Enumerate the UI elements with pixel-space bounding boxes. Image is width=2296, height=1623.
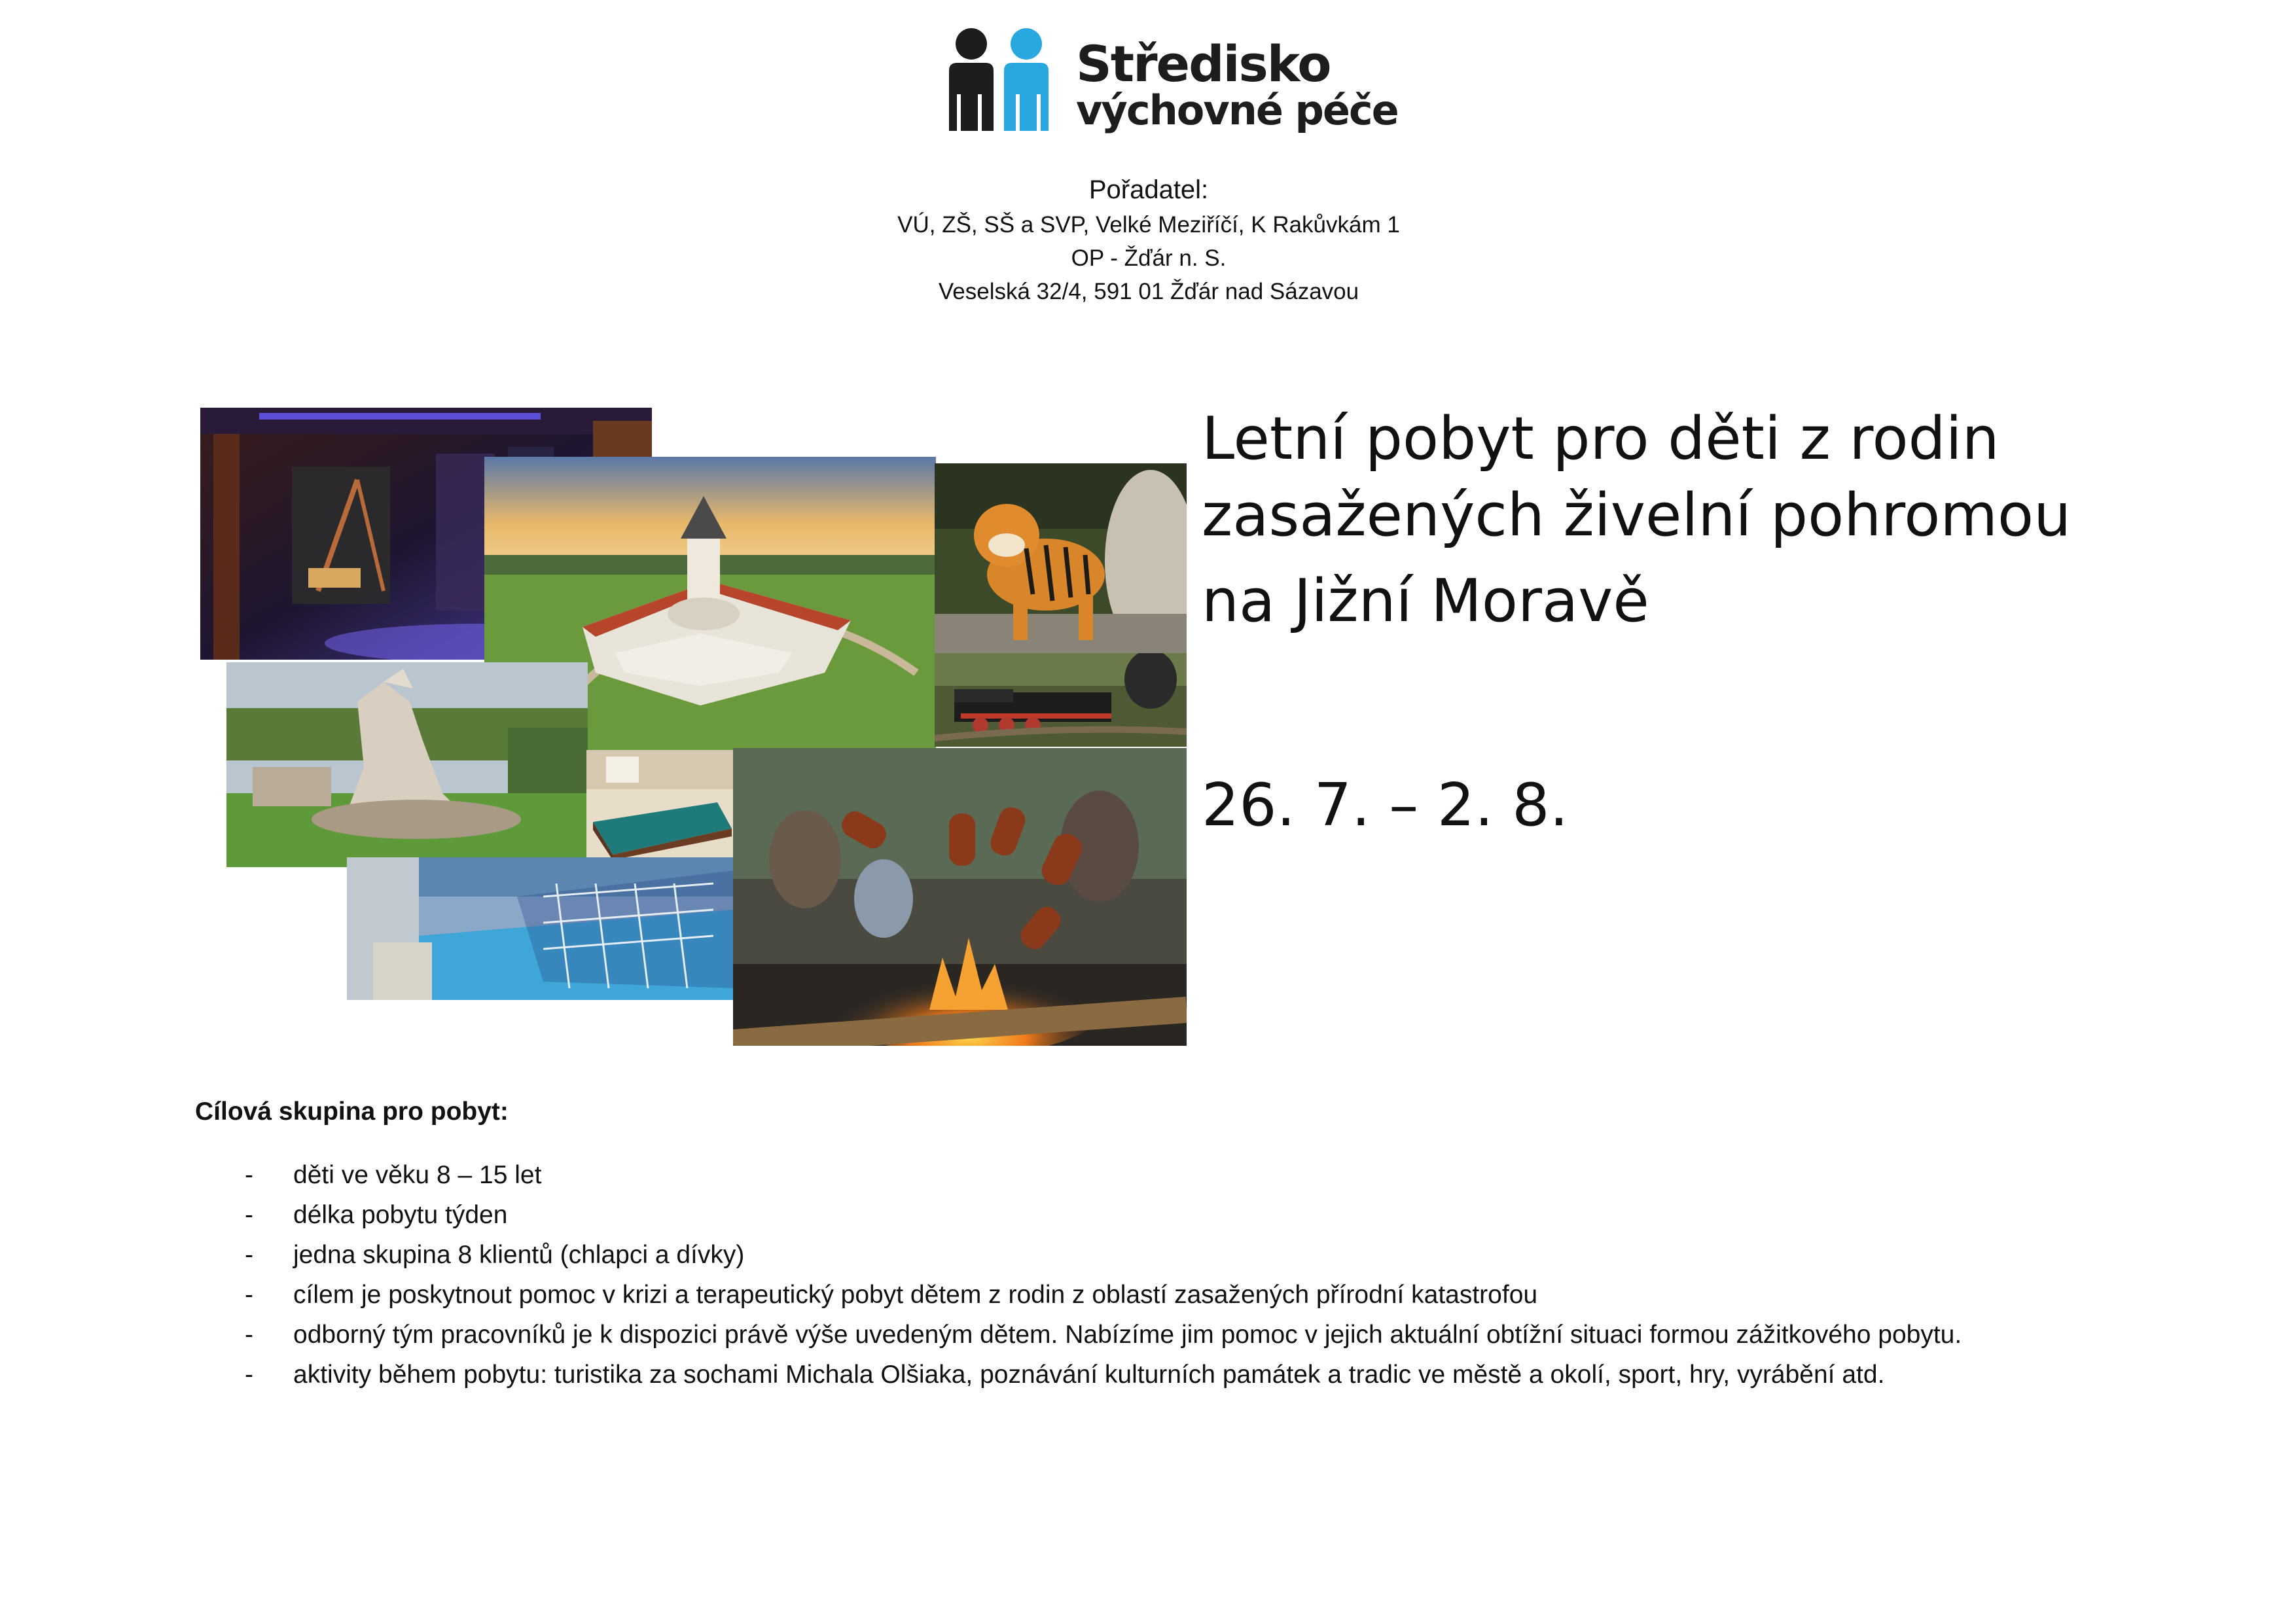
organizer-name: VÚ, ZŠ, SŠ a SVP, Velké Meziříčí, K Rakůvkám 1 [897,212,1400,238]
event-title [1202,401,2262,639]
event-title-line2: zasažených živelní pohromou [1202,481,2072,550]
logo-text-line1: Středisko [1076,35,1331,93]
organizer-block [655,171,1643,308]
tiger-photo [935,463,1187,654]
event-title-line3: na Jižní Moravě [1202,567,1649,635]
people-figures-icon [937,26,1068,134]
event-title-line1: Letní pobyt pro děti z rodin [1202,404,2000,473]
billiard-photo [586,750,734,860]
list-bullet: - [245,1241,253,1269]
horse-sculpture-photo [226,662,588,867]
list-item [195,1155,2257,1195]
list-item [195,1355,2257,1395]
train-photo [935,653,1187,747]
target-group-list [195,1155,2257,1395]
list-item-text: odborný tým pracovníků je k dispozici právě výše uvedeným dětem. Nabízíme jim pomoc v jejich aktuální obtížní situaci formou zážitkového pobytu. [293,1321,1962,1349]
organizer-address: Veselská 32/4, 591 01 Žďár nad Sázavou [938,279,1359,304]
list-bullet: - [245,1161,253,1189]
list-item [195,1235,2257,1275]
list-bullet: - [245,1321,253,1349]
campfire-photo [733,748,1187,1046]
list-item [195,1195,2257,1235]
list-item [195,1315,2257,1355]
logo-text-line2: výchovné péče [1076,86,1398,134]
list-item-text: jedna skupina 8 klientů (chlapci a dívky) [293,1241,745,1269]
list-bullet: - [245,1201,253,1229]
organizer-branch: OP - Žďár n. S. [1071,245,1227,271]
list-item-text: děti ve věku 8 – 15 let [293,1161,542,1189]
pool-photo [347,857,734,1000]
list-bullet: - [245,1281,253,1309]
target-group-heading: Cílová skupina pro pobyt: [195,1097,509,1126]
event-dates: 26. 7. – 2. 8. [1202,771,1569,840]
organizer-label: Pořadatel: [1088,175,1209,204]
organization-logo [937,26,1398,141]
list-item-text: délka pobytu týden [293,1201,508,1229]
list-item-text: aktivity během pobytu: turistika za sochami Michala Olšiaka, poznávání kulturních památek a tradic ve městě a okolí, sport, hry, vyrábění atd. [293,1361,1885,1389]
list-item [195,1275,2257,1315]
list-bullet: - [245,1361,253,1389]
list-item-text: cílem je poskytnout pomoc v krizi a terapeutický pobyt dětem z rodin z oblastí zasažených přírodní katastrofou [293,1281,1538,1309]
